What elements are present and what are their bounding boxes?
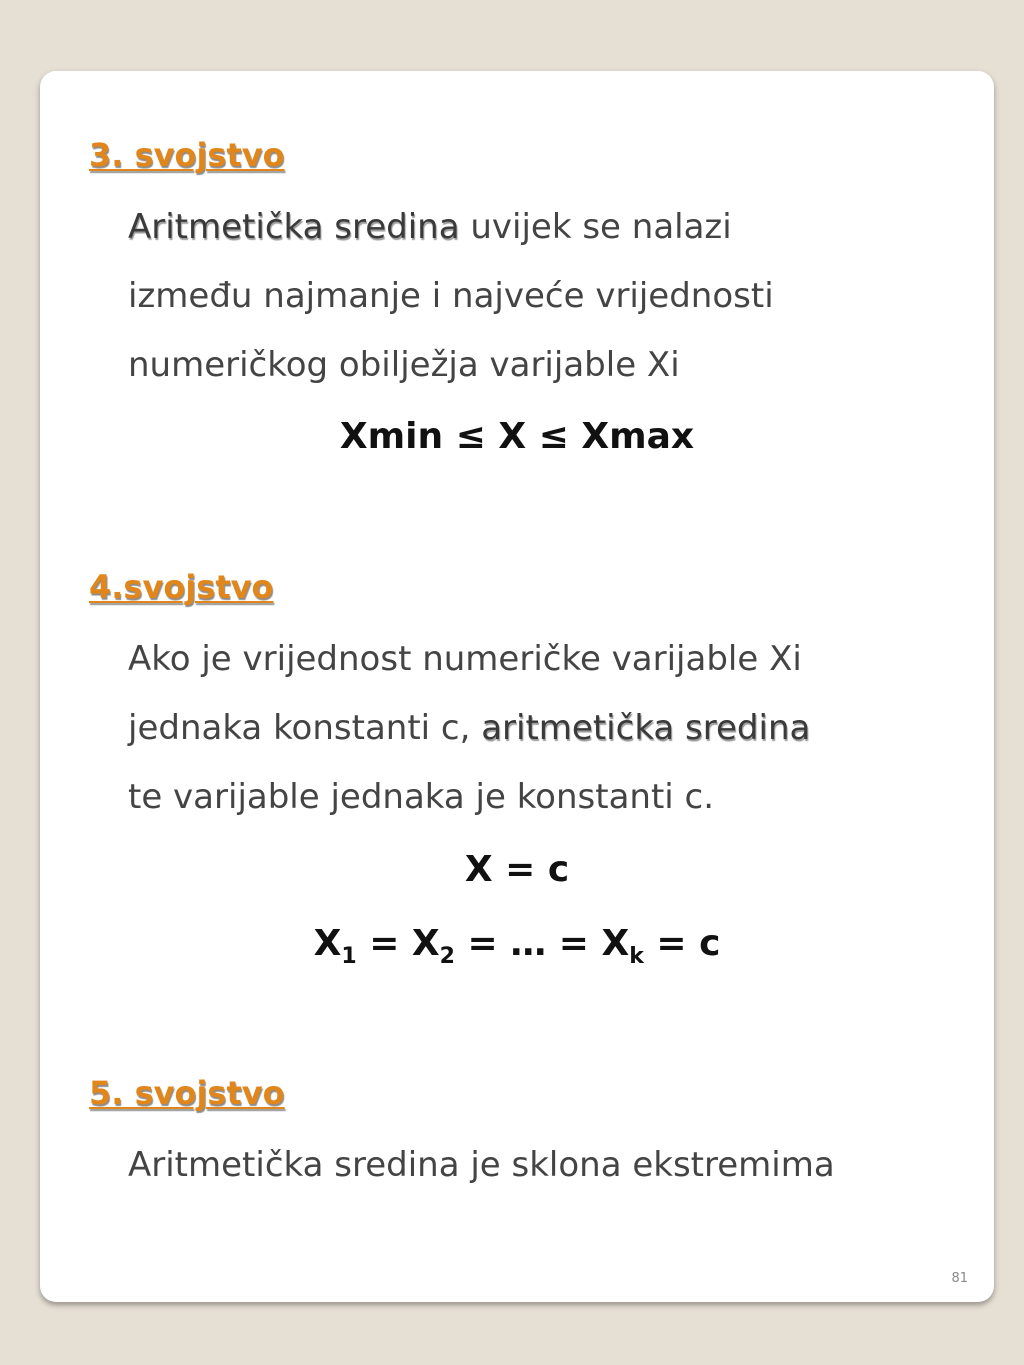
- formula-min-max: Xmin ≤ X ≤ Xmax: [339, 416, 695, 457]
- section4-line2: [128, 694, 968, 763]
- section5-line1: Aritmetička sredina je sklona ekstremima: [128, 1145, 835, 1185]
- slide-number: 81: [951, 1271, 968, 1286]
- heading-3-svojstvo: 3. svojstvo: [89, 136, 285, 174]
- formula-dots: = … =: [454, 923, 602, 964]
- heading-4-svojstvo: 4.svojstvo: [89, 568, 274, 606]
- formula-constant-series: [40, 922, 994, 969]
- section3-line2: između najmanje i najveće vrijednosti: [128, 276, 774, 316]
- section4-line3: te varijable jednaka je konstanti c.: [128, 777, 715, 817]
- formula-sub-k: k: [629, 944, 644, 969]
- formula-sub-1: 1: [341, 944, 357, 969]
- formula-x-equals-c: X = c: [464, 849, 570, 890]
- section3-emphasis: Aritmetička sredina: [128, 207, 460, 247]
- section3-line1-rest: uvijek se nalazi: [459, 207, 732, 247]
- section3-line3: numeričkog obilježja varijable Xi: [128, 345, 680, 385]
- formula-sub-2: 2: [439, 944, 455, 969]
- section4-line1: Ako je vrijednost numeričke varijable Xi: [128, 639, 802, 679]
- formula-eq: =: [356, 923, 412, 964]
- formula-x1: X: [313, 923, 342, 964]
- section3-line1: [128, 193, 968, 262]
- formula-end: = c: [643, 923, 721, 964]
- formula-x2: X: [411, 923, 440, 964]
- section4-line2-start: jednaka konstanti c,: [128, 708, 482, 748]
- section4-emphasis: aritmetička sredina: [481, 708, 811, 748]
- formula-xk: X: [601, 923, 630, 964]
- heading-5-svojstvo: 5. svojstvo: [89, 1074, 285, 1112]
- slide: [40, 71, 994, 1302]
